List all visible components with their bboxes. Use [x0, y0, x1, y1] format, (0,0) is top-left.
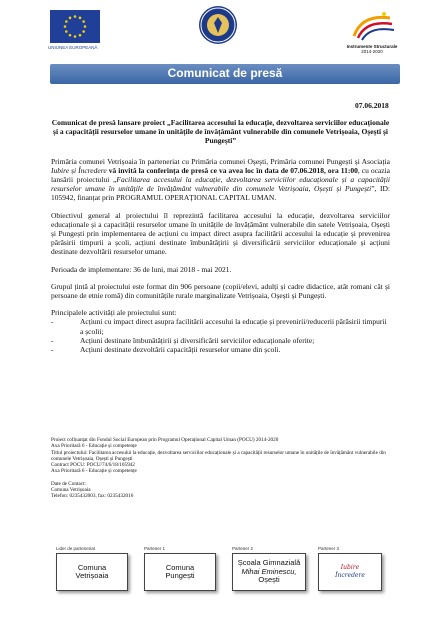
association-logo: Iubire Încredere — [318, 553, 382, 591]
eu-star — [65, 30, 68, 33]
release-date: 07.06.2018 — [355, 101, 389, 110]
document-heading: Comunicat de presă lansare proiect „Facilitarea accesului la educație, dezvoltarea serviciilor educaționale și a capacității resurselor umane în unitățile de învățământ vulnerabile din comunele Vetrișoaia, Oșești și Pungești” — [51, 118, 390, 146]
eu-star — [69, 34, 72, 37]
banner-title: Comunicat de presă — [167, 66, 283, 80]
partner-tag: Partener 2 — [232, 546, 254, 551]
paragraph-invitation: Primăria comunei Vetrișoaia în parteneriat cu Primăria comunei Oșești, Primăria comunei Pungești și Asociația Iubire și Încredere vă invită la conferința de presă ce va avea loc în data de 07.06.2018, ora 11:00, cu ocazia lansării proiectului „Facilitarea accesului la educație, dezvoltarea serviciilor educaționale și a capacității resurselor umane în unitățile de învățământ vulnerabile din comunele Vetrișoaia, Oșești și Pungești”, ID: 105942, finanțat prin PROGRAMUL OPERAȚIONAL CAPITAL UMAN. — [51, 156, 391, 203]
list-item: - Acțiuni cu impact direct asupra facilitării accesului la educație și prevenirii/reducerii părăsirii timpurii a școlii; — [51, 317, 390, 335]
structural-instruments-caption: Instrumente Structurale 2014-2020 — [346, 44, 398, 54]
press-release-banner — [50, 64, 400, 84]
activities-list — [51, 317, 390, 354]
eu-flag-logo — [50, 10, 100, 43]
document-body — [51, 118, 390, 354]
project-footer: Proiect cofinanțat din Fondul Social European prin Programul Operațional Capital Uman (POCU) 2014-2020 Axa Prioritară 6 - Educație și competențe Titlul proiectului: Facilitarea accesului la educație, dezvoltarea serviciilor educaționale și a capacității resurselor umane în unitățile de învățământ vulnerabile din comunele Vetrișoaia, Oșești și Pungești Contract POCU: POCU/74/6/18/105942 Axa Prioritară 6 - Educație și competențe Date de Contact: Comuna Vetrișoaia Telefon: 0235432003, fax: 0235432016 — [51, 437, 386, 500]
eu-star — [82, 30, 85, 33]
partner-tag: Lider de parteneriat — [56, 546, 96, 551]
eu-caption: UNIUNEA EUROPEANĂ — [48, 45, 98, 50]
eu-star — [79, 34, 82, 37]
list-item: - Acțiuni destinate îmbunătățirii și diversificării serviciilor educaționale oferite; — [51, 336, 390, 345]
header-logos — [0, 0, 440, 60]
partner-tag: Partener 1 — [144, 546, 166, 551]
paragraph-period: Perioada de implementare: 36 de luni, mai 2018 - mai 2021. — [51, 264, 232, 274]
structural-instruments-logo — [348, 8, 396, 42]
partner-tag: Partener 3 — [318, 546, 340, 551]
partner-box-school: Școala Gimnazială Mihai Eminescu, Oșești — [232, 553, 306, 591]
eu-star — [79, 17, 82, 20]
eu-star — [69, 17, 72, 20]
partner-box-pungesti: Comuna Pungești — [144, 553, 216, 591]
partners-strip — [56, 546, 386, 596]
eu-star — [84, 25, 87, 28]
eu-star — [65, 20, 68, 23]
eu-star — [74, 15, 77, 18]
government-seal-logo — [199, 6, 237, 44]
eu-star — [64, 25, 67, 28]
paragraph-objective: Obiectivul general al proiectului îl reprezintă facilitarea accesului la educație, dezvoltarea serviciilor educaționale și a capacității resurselor umane în unitățile de învățământ vulnerabile din satele Vetrișoaia, Oșești și Pungești prin implementarea de acțiuni cu impact direct asupra facilitării accesului la educație și prevenirea părăsirii timpurii a școli, acțiuni destinate îmbunătățirii și diversificării serviciilor educaționale și acțiuni destinate dezvoltării resurselor umane. — [51, 210, 390, 257]
partner-box-vetrisoaia: Comuna Vetrișoaia — [56, 553, 128, 591]
list-item: - Acțiuni destinate dezvoltării capacității resurselor umane din școli. — [51, 345, 390, 354]
paragraph-target-group: Grupul țintă al proiectului este format din 906 persoane (copii/elevi, adulți și cadre didactice, atât romani cât și persoane de etnie romă) din comunitățile rurale marginalizate Vetrișoaia, Oșești și Pungești. — [51, 281, 390, 301]
activities-intro: Principalele activități ale proiectului sunt: — [51, 308, 177, 318]
eu-star — [74, 35, 77, 38]
eu-star — [82, 20, 85, 23]
